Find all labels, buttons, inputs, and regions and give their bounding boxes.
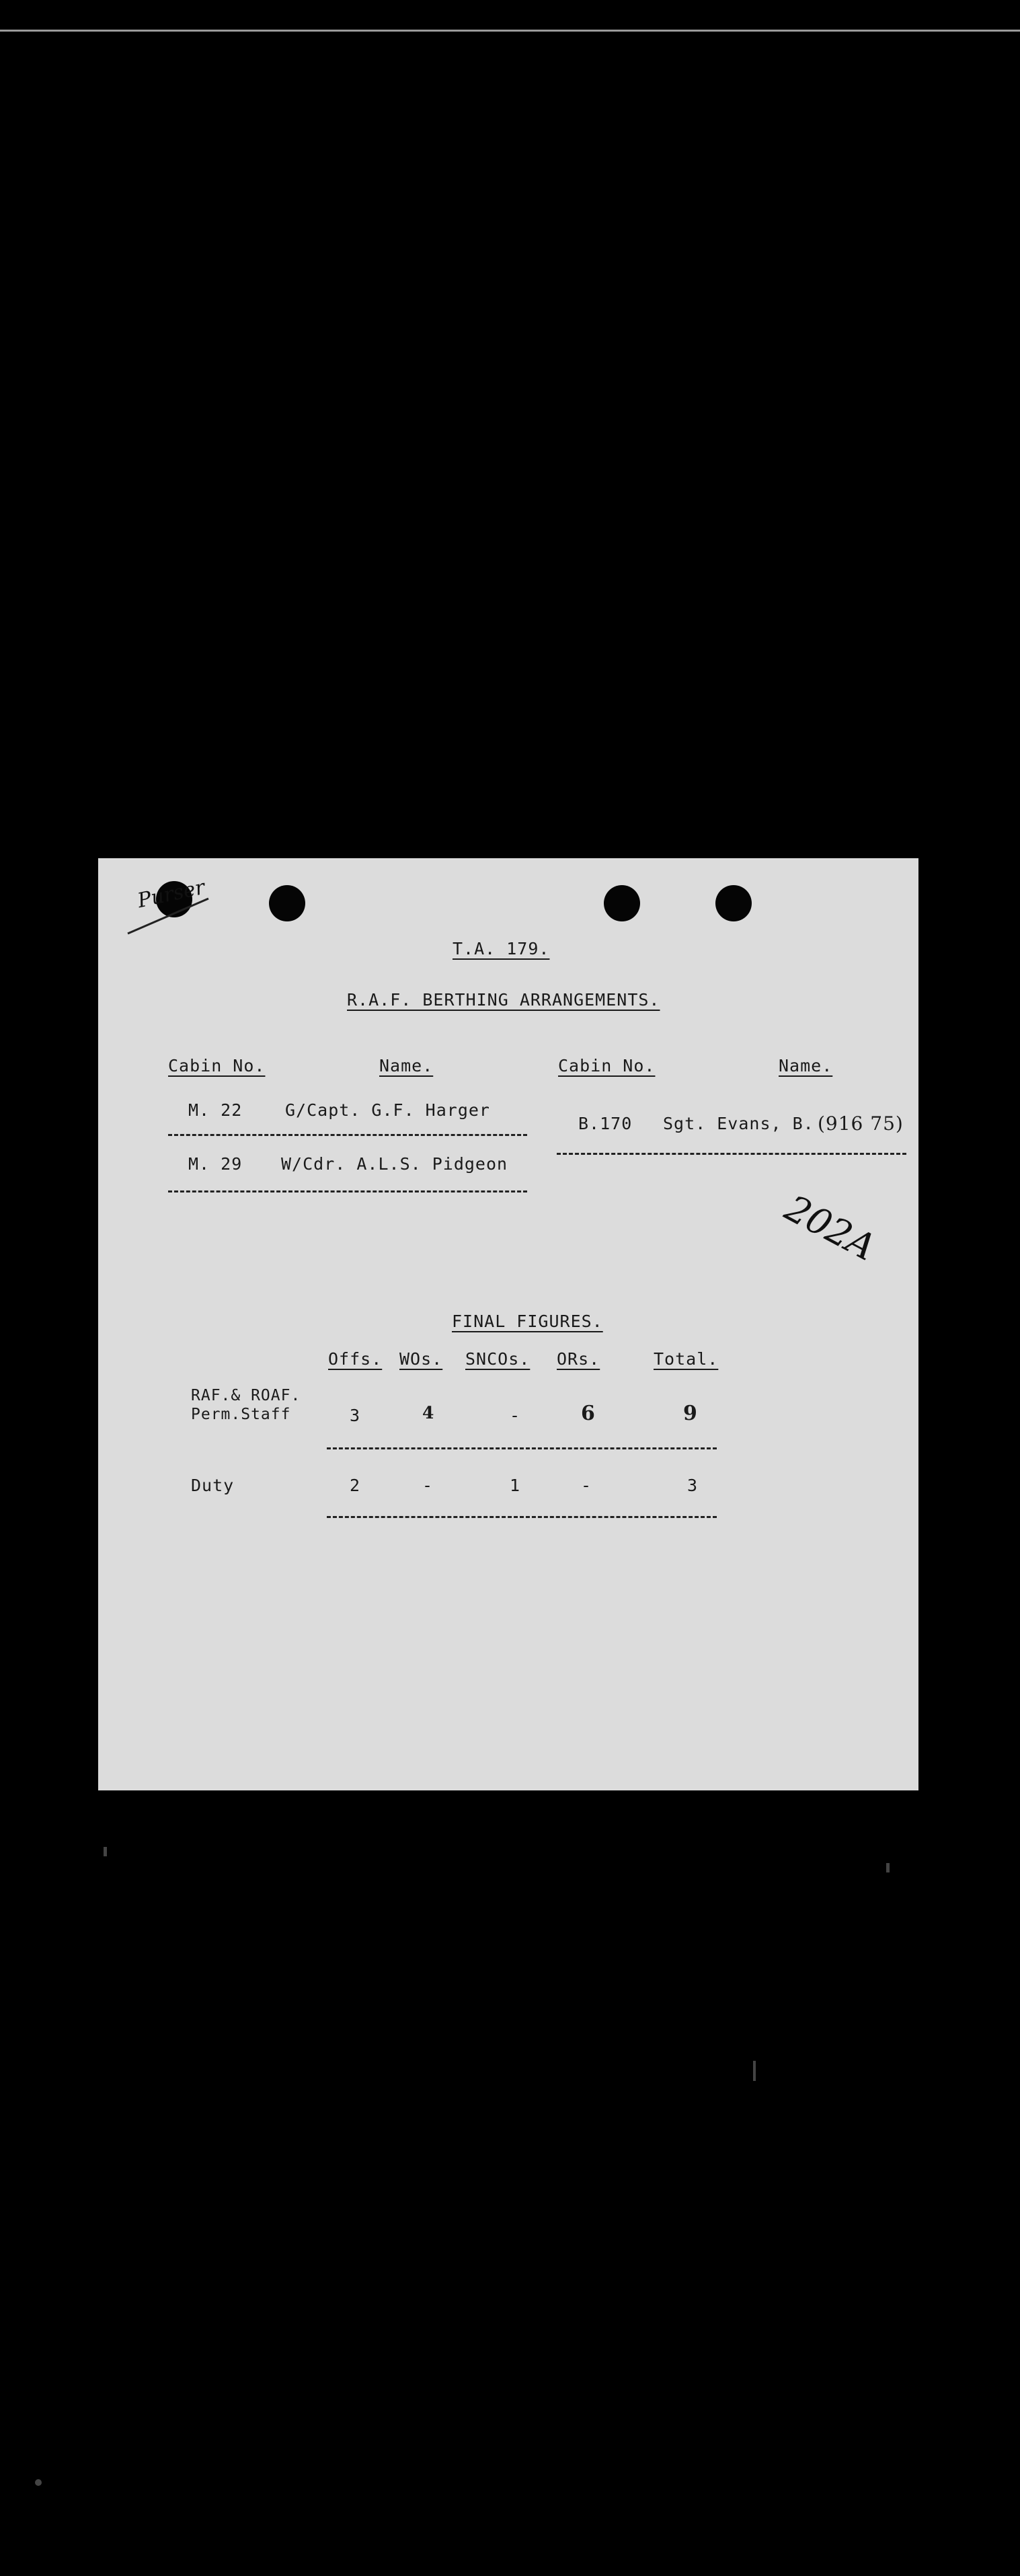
- column-header-ors: ORs.: [557, 1349, 600, 1369]
- column-header-total: Total.: [654, 1349, 719, 1369]
- row-divider: [327, 1447, 717, 1449]
- column-header-offs: Offs.: [328, 1349, 383, 1369]
- punch-hole: [269, 885, 305, 921]
- scanner-edge-line: [0, 30, 1020, 32]
- document-reference: T.A. 179.: [453, 939, 550, 958]
- occupant-name: W/Cdr. A.L.S. Pidgeon: [281, 1154, 508, 1174]
- document-title: R.A.F. BERTHING ARRANGEMENTS.: [347, 990, 660, 1010]
- handwritten-stroke: [125, 892, 212, 939]
- value-ors: -: [581, 1476, 592, 1495]
- punch-hole: [715, 885, 752, 921]
- scan-speck: [104, 1847, 107, 1856]
- left-header-cabin: Cabin No.: [168, 1056, 266, 1075]
- document-page: [98, 858, 918, 1790]
- value-sncos: 1: [510, 1476, 521, 1495]
- handwritten-corner-note: Purser: [135, 875, 207, 913]
- row-label-line1: RAF.& ROAF.: [191, 1387, 301, 1404]
- occupant-name: Sgt. Evans, B.: [663, 1114, 814, 1133]
- value-sncos: -: [510, 1406, 521, 1425]
- scan-speck: [35, 2479, 42, 2486]
- row-divider: [327, 1516, 717, 1518]
- row-divider: [557, 1153, 906, 1155]
- service-number: (916 75): [818, 1112, 904, 1135]
- left-header-name: Name.: [379, 1056, 434, 1075]
- row-divider: [168, 1190, 527, 1192]
- right-header-name: Name.: [779, 1056, 833, 1075]
- punch-hole: [604, 885, 640, 921]
- cabin-number: B.170: [578, 1114, 633, 1133]
- row-label-line1: Duty: [191, 1476, 235, 1495]
- scan-speck: [753, 2061, 756, 2081]
- value-offs: 3: [350, 1406, 361, 1425]
- occupant-name: G/Capt. G.F. Harger: [285, 1100, 490, 1120]
- value-total: 3: [687, 1476, 699, 1495]
- value-wos: 4: [422, 1403, 435, 1423]
- row-label-line2: Perm.Staff: [191, 1406, 291, 1423]
- final-figures-title: FINAL FIGURES.: [452, 1312, 603, 1331]
- cabin-number: M. 22: [188, 1100, 243, 1120]
- column-header-wos: WOs.: [399, 1349, 443, 1369]
- row-divider: [168, 1134, 527, 1136]
- handwritten-page-number: 202A: [778, 1186, 883, 1269]
- value-wos: -: [422, 1476, 434, 1495]
- value-total: 9: [683, 1402, 698, 1425]
- value-ors: 6: [581, 1402, 596, 1425]
- right-header-cabin: Cabin No.: [558, 1056, 656, 1075]
- scan-speck: [886, 1863, 890, 1872]
- value-offs: 2: [350, 1476, 361, 1495]
- cabin-number: M. 29: [188, 1154, 243, 1174]
- column-header-sncos: SNCOs.: [465, 1349, 531, 1369]
